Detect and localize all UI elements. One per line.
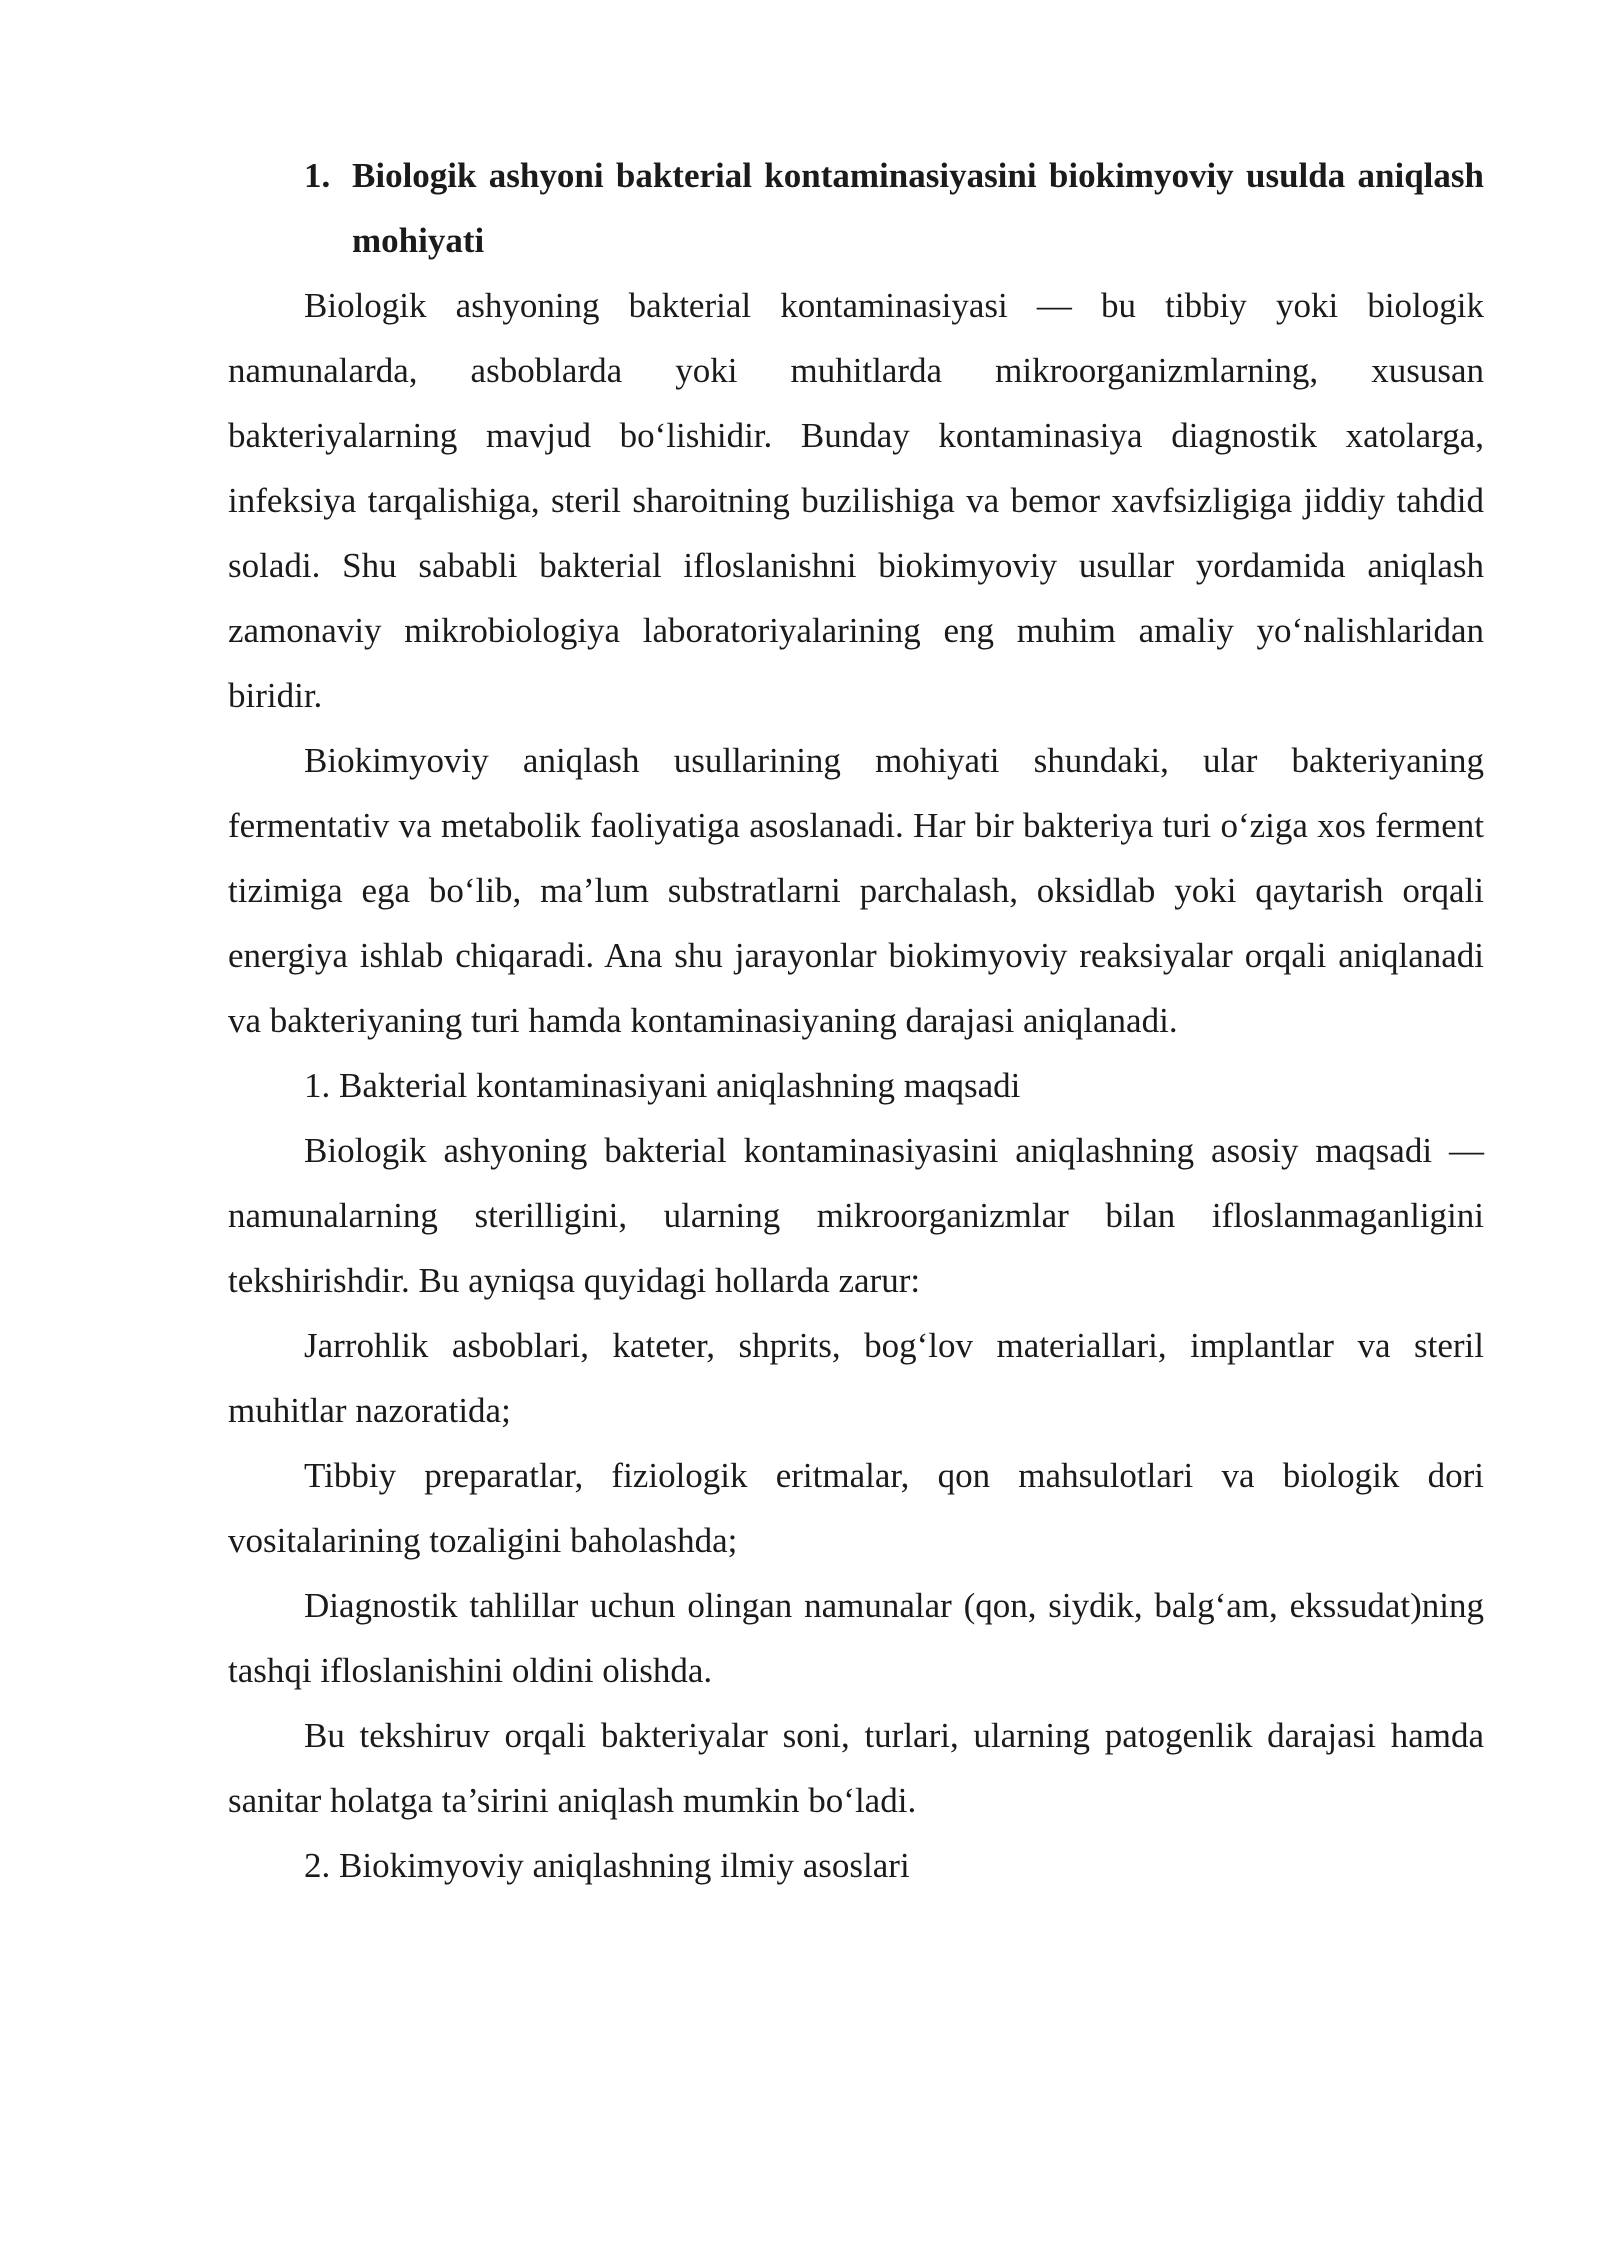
section-heading [228, 143, 1484, 273]
paragraph-case-diagnostics: Diagnostik tahlillar uchun olingan namunalar (qon, siydik, balg‘am, ekssudat)ning tashqi ifloslanishini oldini olishda. [228, 1586, 1484, 1690]
paragraph-essence: Biokimyoviy aniqlash usullarining mohiyati shundaki, ular bakteriyaning fermentativ va metabolik faoliyatiga asoslanadi. Har bir bakteriya turi o‘ziga xos ferment tizimiga ega bo‘lib, ma’lum substratlarni parchalash, oksidlab yoki qaytarish orqali energiya ishlab chiqaradi. Ana shu jarayonlar biokimyoviy reaksiyalar orqali aniqlanadi va bakteriyaning turi hamda kontaminasiyaning darajasi aniqlanadi. [228, 741, 1484, 1040]
subheading-scientific-basis: 2. Biokimyoviy aniqlashning ilmiy asoslari [304, 1846, 910, 1885]
paragraph-case-instruments: Jarrohlik asboblari, kateter, shprits, bog‘lov materiallari, implantlar va steril muhitlar nazoratida; [228, 1326, 1484, 1430]
document-body [228, 143, 1484, 1898]
paragraph-purpose: Biologik ashyoning bakterial kontaminasiyasini aniqlashning asosiy maqsadi — namunalarning sterilligini, ularning mikroorganizmlar bilan ifloslanmaganligini tekshirishdir. Bu ayniqsa quyidagi hollarda zarur: [228, 1131, 1484, 1300]
subheading-purpose: 1. Bakterial kontaminasiyani aniqlashning maqsadi [304, 1066, 1021, 1105]
section-heading-title: Biologik ashyoni bakterial kontaminasiyasini biokimyoviy usulda aniqlash mohiyati [352, 156, 1484, 260]
section-heading-number: 1. [304, 156, 331, 195]
paragraph-conclusion: Bu tekshiruv orqali bakteriyalar soni, turlari, ularning patogenlik darajasi hamda sanitar holatga ta’sirini aniqlash mumkin bo‘ladi. [228, 1716, 1484, 1820]
paragraph-case-preparations: Tibbiy preparatlar, fiziologik eritmalar, qon mahsulotlari va biologik dori vositalarining tozaligini baholashda; [228, 1456, 1484, 1560]
paragraph-definition: Biologik ashyoning bakterial kontaminasiyasi — bu tibbiy yoki biologik namunalarda, asboblarda yoki muhitlarda mikroorganizmlarning, xususan bakteriyalarning mavjud bo‘lishidir. Bunday kontaminasiya diagnostik xatolarga, infeksiya tarqalishiga, steril sharoitning buzilishiga va bemor xavfsizligiga jiddiy tahdid soladi. Shu sababli bakterial ifloslanishni biokimyoviy usullar yordamida aniqlash zamonaviy mikrobiologiya laboratoriyalarining eng muhim amaliy yo‘nalishlaridan biridir. [228, 286, 1484, 715]
